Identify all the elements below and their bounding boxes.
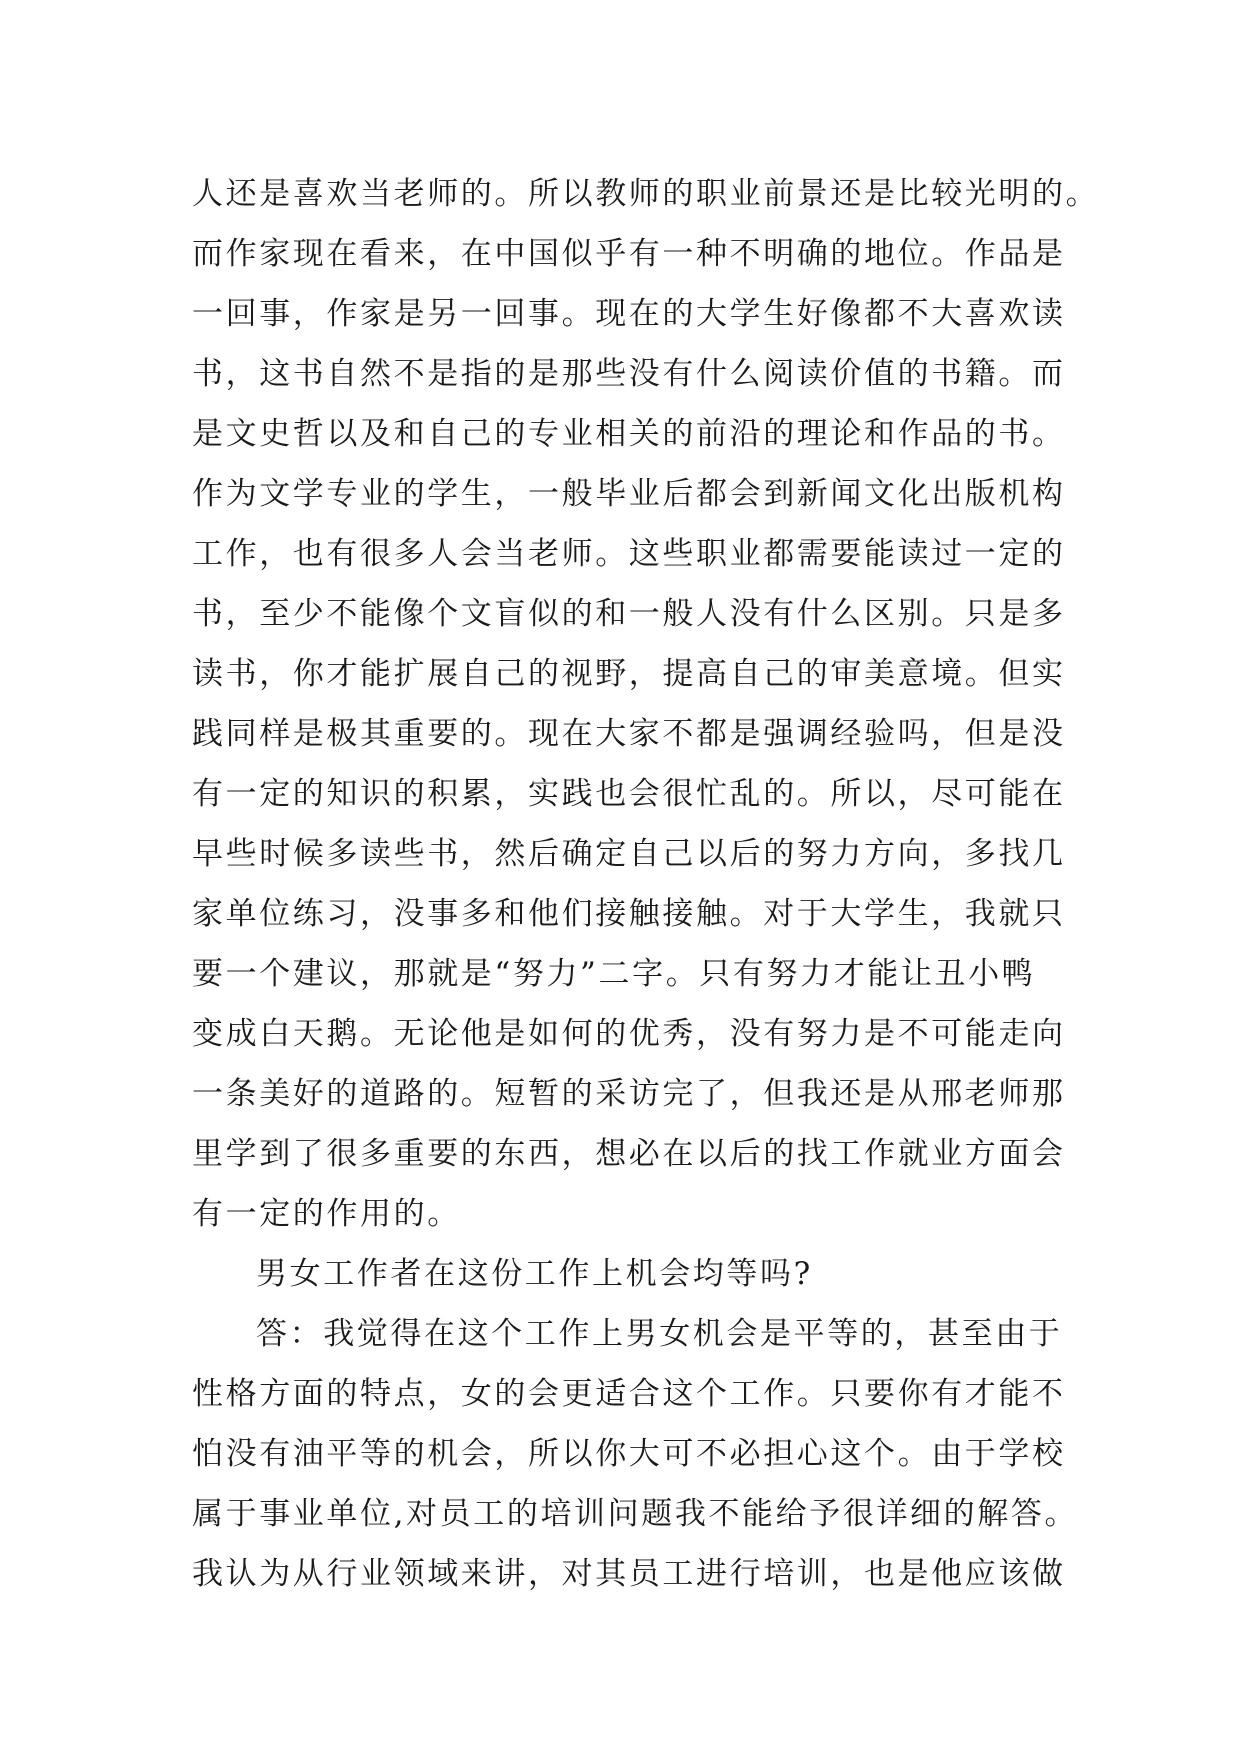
question-line: 男女工作者在这份工作上机会均等吗? [256, 1256, 813, 1292]
text-line: 里学到了很多重要的东西，想必在以后的找工作就业方面会 [192, 1136, 1066, 1172]
text-line: 工作，也有很多人会当老师。这些职业都需要能读过一定的 [192, 536, 1066, 572]
text-line: 是文史哲以及和自己的专业相关的前沿的理论和作品的书。 [192, 416, 1066, 452]
text-line: 一条美好的道路的。短暂的采访完了，但我还是从邢老师那 [192, 1076, 1066, 1112]
text-line: 作为文学专业的学生，一般毕业后都会到新闻文化出版机构 [192, 476, 1066, 512]
text-line: 变成白天鹅。无论他是如何的优秀，没有努力是不可能走向 [192, 1016, 1066, 1052]
text-line: 书，这书自然不是指的是那些没有什么阅读价值的书籍。而 [192, 356, 1066, 392]
text-line: 书，至少不能像个文盲似的和一般人没有什么区别。只是多 [192, 596, 1066, 632]
body-text [192, 164, 1100, 1604]
text-line: 早些时候多读些书，然后确定自己以后的努力方向，多找几 [192, 836, 1066, 872]
text-line: 属于事业单位,对员工的培训问题我不能给予很详细的解答。 [192, 1496, 1079, 1532]
text-line: 性格方面的特点，女的会更适合这个工作。只要你有才能不 [192, 1376, 1066, 1412]
text-line: 读书，你才能扩展自己的视野，提高自己的审美意境。但实 [192, 656, 1066, 692]
text-line: 一回事，作家是另一回事。现在的大学生好像都不大喜欢读 [192, 296, 1066, 332]
text-line: 践同样是极其重要的。现在大家不都是强调经验吗，但是没 [192, 716, 1066, 752]
text-line: 有一定的知识的积累，实践也会很忙乱的。所以，尽可能在 [192, 776, 1066, 812]
text-line: 人还是喜欢当老师的。所以教师的职业前景还是比较光明的。 [192, 176, 1100, 212]
text-line: 有一定的作用的。 [192, 1196, 461, 1232]
text-line: 要一个建议，那就是“努力”二字。只有努力才能让丑小鸭 [192, 956, 1036, 992]
text-line: 怕没有油平等的机会，所以你大可不必担心这个。由于学校 [192, 1436, 1066, 1472]
answer-line: 答：我觉得在这个工作上男女机会是平等的，甚至由于 [256, 1316, 1063, 1352]
text-line: 我认为从行业领域来讲，对其员工进行培训，也是他应该做 [192, 1556, 1066, 1592]
text-line: 而作家现在看来，在中国似乎有一种不明确的地位。作品是 [192, 236, 1066, 272]
text-line: 家单位练习，没事多和他们接触接触。对于大学生，我就只 [192, 896, 1066, 932]
